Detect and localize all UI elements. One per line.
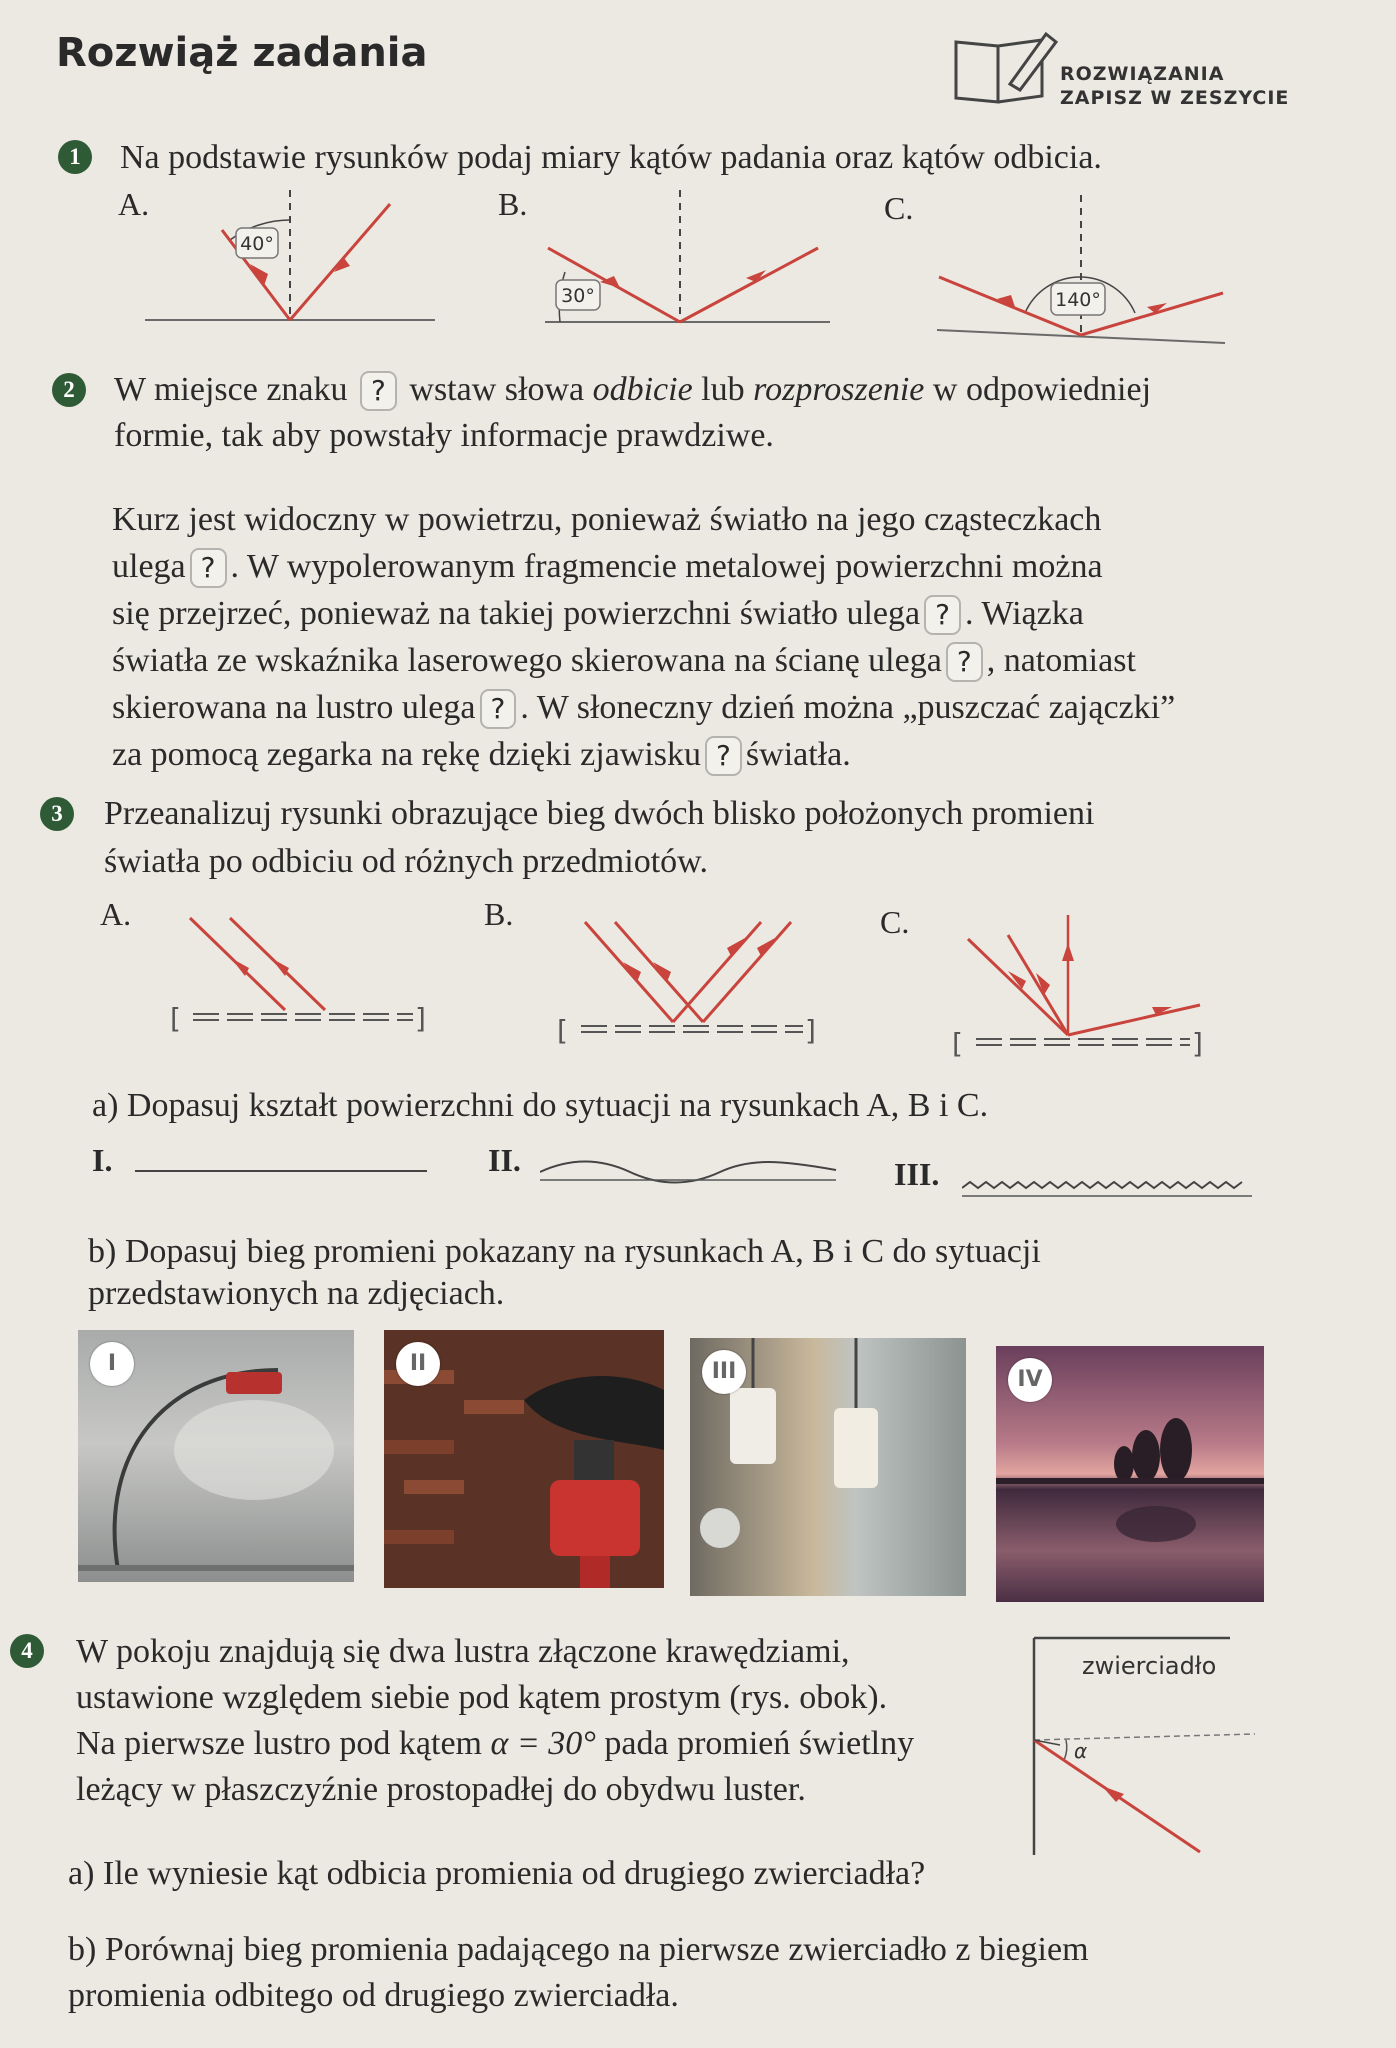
task3-a-text: a) Dopasuj kształt powierzchni do sytuacji na rysunkach A, B i C. xyxy=(92,1087,989,1124)
task3-line1: Przeanalizuj rysunki obrazujące bieg dwóch blisko położonych promieni xyxy=(104,795,1095,832)
blank-box-5[interactable]: ? xyxy=(705,736,742,776)
alpha-label: α xyxy=(1074,1739,1088,1763)
mirror-label: zwierciadło xyxy=(1082,1652,1217,1680)
task-number-1: 1 xyxy=(58,140,92,174)
blank-box-4[interactable]: ? xyxy=(480,689,517,729)
task4-b-line1: b) Porównaj bieg promienia padającego na pierwsze zwierciadło z biegiem xyxy=(68,1931,1089,1968)
blank-box-example: ? xyxy=(360,371,397,411)
diagram-1c xyxy=(935,195,1235,355)
diagram-4-mirrors xyxy=(1020,1630,1260,1860)
task-number-2: 2 xyxy=(52,373,86,407)
surface-label-1: I. xyxy=(92,1142,113,1178)
photo-badge-4: IV xyxy=(1008,1358,1052,1402)
task-number-4: 4 xyxy=(10,1634,44,1668)
photo-lake-sunset xyxy=(996,1346,1264,1602)
task4-b-line2: promienia odbitego od drugiego zwierciadła. xyxy=(68,1977,679,2014)
task4-line2: ustawione względem siebie pod kątem prostym (rys. obok). xyxy=(76,1679,888,1716)
task3-label-c: C. xyxy=(880,904,910,940)
photo-lamp xyxy=(78,1330,354,1582)
page-title: Rozwiąż zadania xyxy=(56,30,428,76)
photo-badge-1: I xyxy=(90,1342,134,1386)
task2-intro: W miejsce znaku ? wstaw słowa odbicie lub rozproszenie w odpowiedniej xyxy=(114,366,1364,413)
svg-text:[: [ xyxy=(170,1002,181,1035)
angle-label-1a: 40° xyxy=(240,233,274,255)
angle-label-1c: 140° xyxy=(1055,289,1101,311)
task4-a: a) Ile wyniesie kąt odbicia promienia od drugiego zwierciadła? xyxy=(68,1855,926,1892)
surface-rough xyxy=(962,1176,1252,1200)
blank-box-2[interactable]: ? xyxy=(924,595,961,635)
surface-wavy xyxy=(540,1158,840,1186)
task3-b-line2: przedstawionych na zdjęciach. xyxy=(88,1275,505,1312)
diagram-3a xyxy=(165,910,435,1040)
svg-text:[: [ xyxy=(952,1027,963,1060)
surface-flat xyxy=(135,1165,430,1177)
task2-intro-line2: formie, tak aby powstały informacje prawdziwe. xyxy=(114,417,774,454)
diagram-1b xyxy=(540,190,840,330)
svg-text:]: ] xyxy=(415,1002,426,1035)
svg-text:]: ] xyxy=(1192,1027,1203,1060)
angle-label-1b: 30° xyxy=(561,285,595,307)
photo-badge-2: II xyxy=(396,1342,440,1386)
task4-line3: Na pierwsze lustro pod kątem α = 30° pada promień świetlny xyxy=(76,1725,915,1762)
svg-text:]: ] xyxy=(805,1014,816,1047)
blank-box-3[interactable]: ? xyxy=(946,642,983,682)
task3-line2: światła po odbiciu od różnych przedmiotów. xyxy=(104,843,708,880)
photo-mirror-lamps xyxy=(690,1338,966,1596)
surface-label-3: III. xyxy=(894,1156,940,1192)
diagram-3c xyxy=(950,915,1220,1065)
task4-line1: W pokoju znajdują się dwa lustra złączone krawędziami, xyxy=(76,1633,850,1670)
photo-bicycle xyxy=(384,1330,664,1588)
diagram-1a xyxy=(140,190,440,330)
photo-badge-3: III xyxy=(702,1350,746,1394)
task1-text: Na podstawie rysunków podaj miary kątów padania oraz kątów odbicia. xyxy=(120,139,1102,176)
diagram-3b xyxy=(555,910,835,1050)
task-number-3: 3 xyxy=(40,797,74,831)
task1-label-a: A. xyxy=(118,186,150,222)
task3-b-line1: b) Dopasuj bieg promieni pokazany na rysunkach A, B i C do sytuacji xyxy=(88,1233,1041,1270)
instruction-note: ROZWIĄZANIA ZAPISZ W ZESZYCIE xyxy=(1060,63,1290,109)
task4-line4: leżący w płaszczyźnie prostopadłej do obydwu luster. xyxy=(76,1771,806,1808)
notebook-icon xyxy=(950,26,1060,106)
task2-passage: Kurz jest widoczny w powietrzu, ponieważ światło na jego cząsteczkach ulega ? . W wypolerowanym fragmencie metalowej powierzchni można się przejrzeć, ponieważ na takiej powierzchni światło ulega ? . Wiązka światła ze wskaźnika laserowego skierowana na ścianę ulega ? , natomiast skierowana na lustro ulega ? . W słoneczny dzień można „puszczać zajączki” za pomocą zegarka na rękę dzięki zjawisku ? światła. xyxy=(112,496,1352,778)
svg-text:[: [ xyxy=(557,1014,568,1047)
task3-label-a: A. xyxy=(100,896,132,932)
surface-label-2: II. xyxy=(488,1142,521,1178)
task1-label-b: B. xyxy=(498,186,528,222)
task3-label-b: B. xyxy=(484,896,514,932)
task1-label-c: C. xyxy=(884,190,914,226)
blank-box-1[interactable]: ? xyxy=(190,548,227,588)
